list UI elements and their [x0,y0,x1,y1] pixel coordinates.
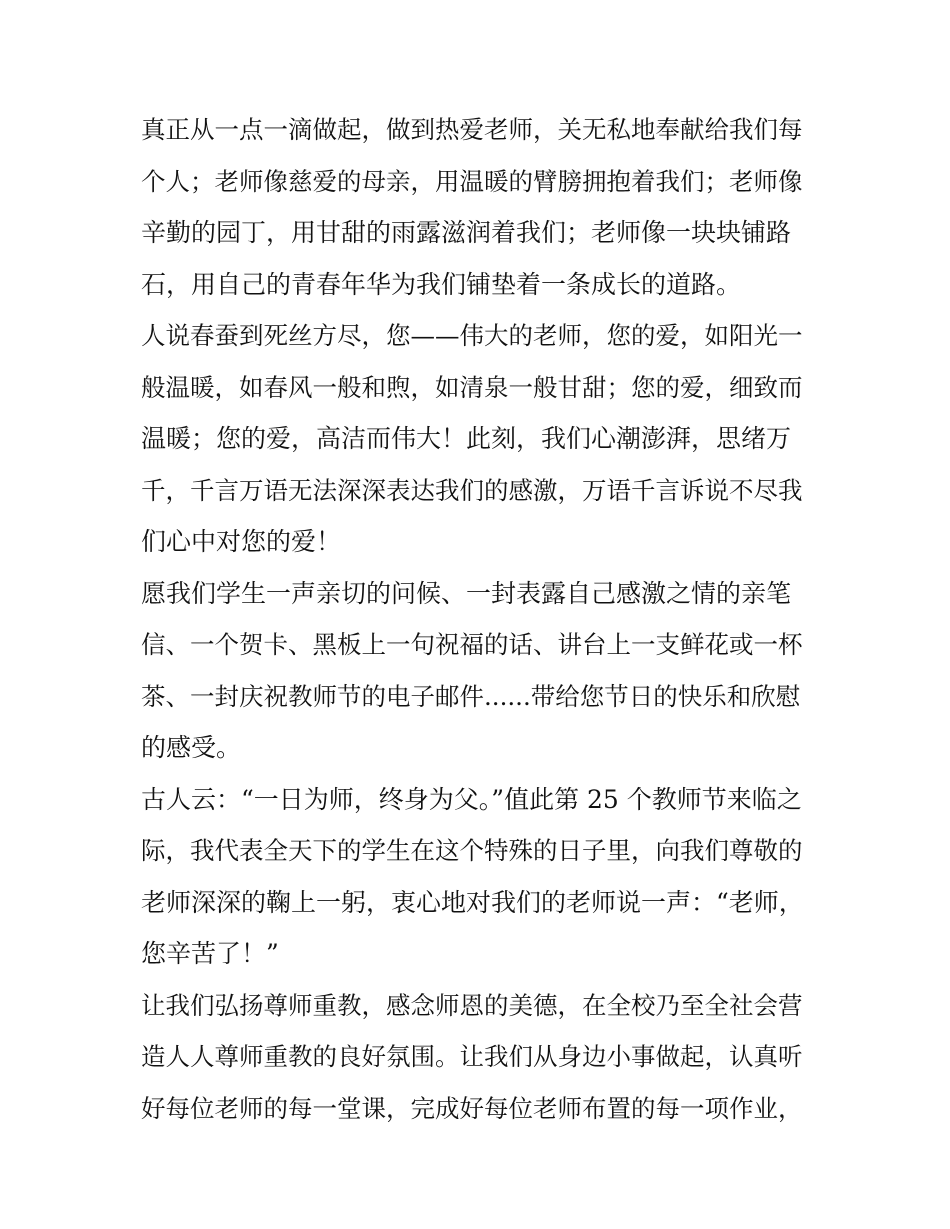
text-line: 让我们弘扬尊师重教，感念师恩的美德，在全校乃至全社会营 [141,990,803,1020]
text-line: 好每位老师的每一堂课，完成好每位老师布置的每一项作业， [141,1093,803,1123]
text-line: 造人人尊师重教的良好氛围。让我们从身边小事做起，认真听 [141,1042,803,1071]
text-line: 真正从一点一滴做起，做到热爱老师，关无私地奉献给我们每 [141,115,803,144]
text-line: 石，用自己的青春年华为我们铺垫着一条成长的道路。 [141,269,742,299]
text-line: 的感受。 [141,733,242,762]
text-line: 们心中对您的爱！ [141,527,342,556]
text-line: 人说春蚕到死丝方尽，您——伟大的老师，您的爱，如阳光一 [141,321,803,350]
text-line: 千，千言万语无法深深表达我们的感激，万语千言诉说不尽我 [141,475,803,505]
document-body [141,104,813,1134]
text-line: 愿我们学生一声亲切的问候、一封表露自己感激之情的亲笔 [141,578,792,608]
text-line: 温暖；您的爱，高洁而伟大！此刻，我们心潮澎湃，思绪万 [141,424,792,453]
text-line: 茶、一封庆祝教师节的电子邮件......带给您节日的快乐和欣慰 [141,681,801,711]
text-line: 辛勤的园丁，用甘甜的雨露滋润着我们；老师像一块块铺路 [141,218,792,247]
text-line: 个人；老师像慈爱的母亲，用温暖的臂膀拥抱着我们；老师像 [141,166,803,196]
text-line: 古人云：“一日为师，终身为父。”值此第 25 个教师节来临之 [141,784,802,814]
text-line: 际，我代表全天下的学生在这个特殊的日子里，向我们尊敬的 [141,836,803,865]
text-line: 您辛苦了！” [141,939,279,968]
text-line: 般温暖，如春风一般和煦，如清泉一般甘甜；您的爱，细致而 [141,372,803,402]
text-line: 老师深深的鞠上一躬，衷心地对我们的老师说一声：“老师， [141,887,804,917]
text-line: 信、一个贺卡、黑板上一句祝福的话、讲台上一支鲜花或一杯 [141,630,803,659]
